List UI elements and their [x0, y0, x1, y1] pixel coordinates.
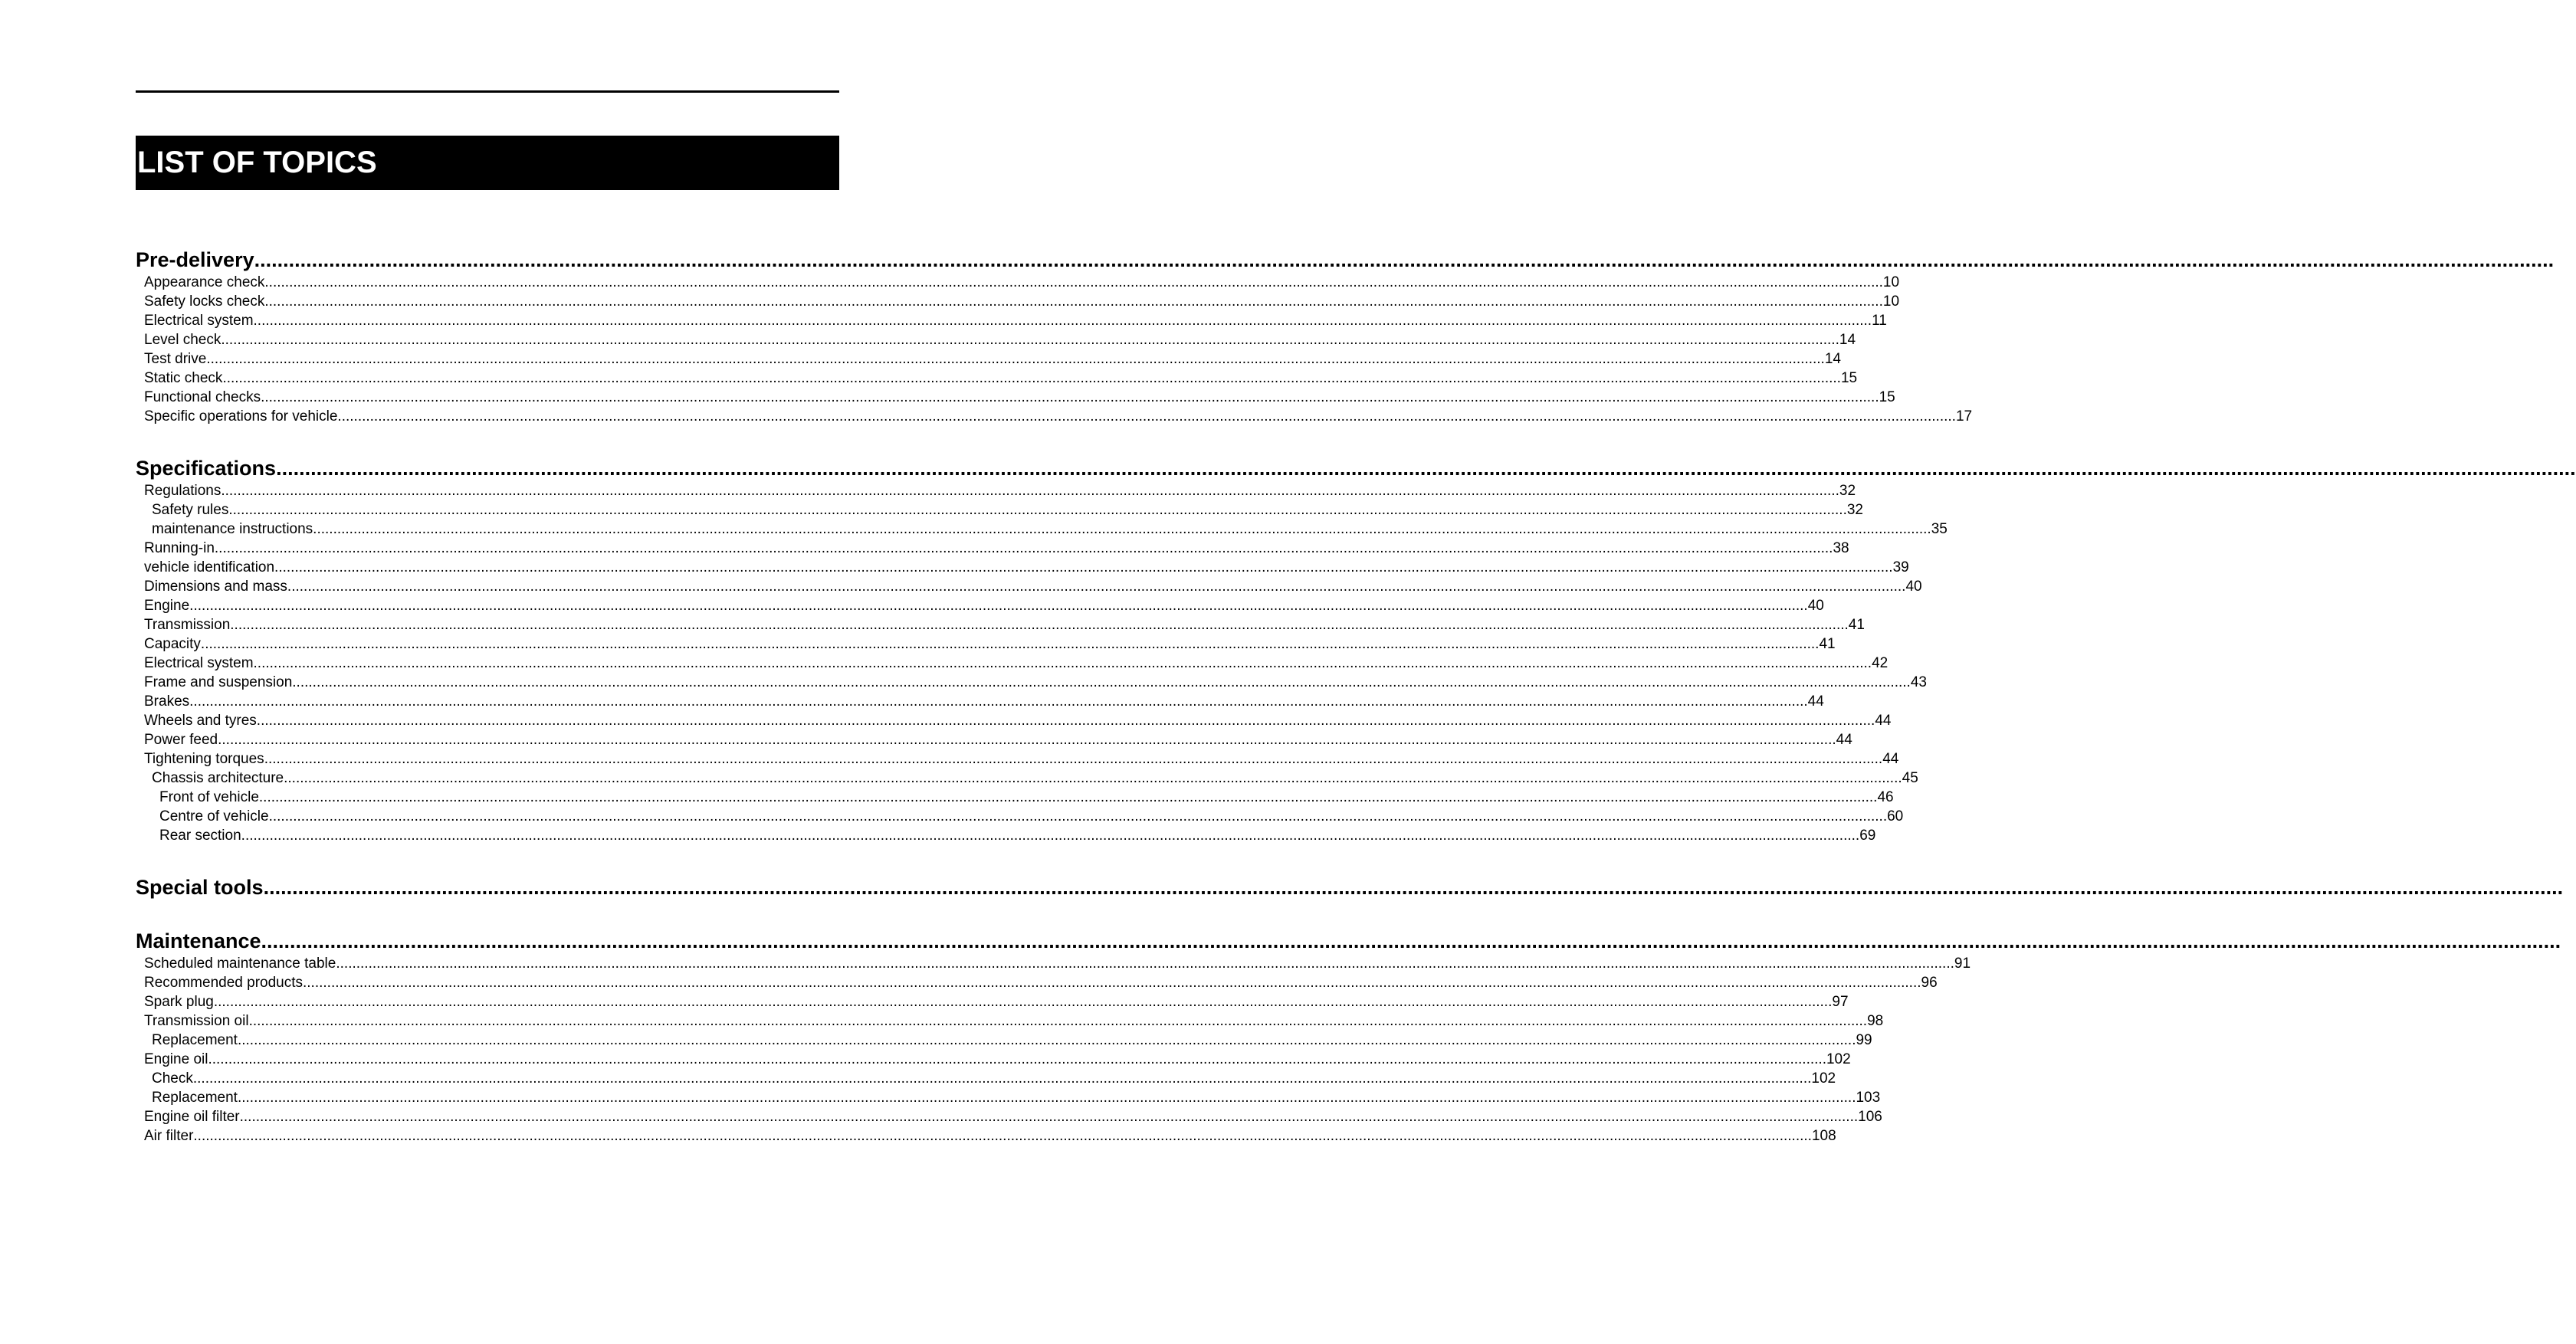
- entry-label: Electrical system: [144, 655, 254, 671]
- dot-leader: ................................................................................................................................................................................................................................................................................................................................................................................................................: [237, 1032, 1856, 1048]
- entry-label: vehicle identification: [144, 559, 275, 575]
- entry-page-number: 44: [1836, 732, 1852, 748]
- toc-entry[interactable]: [136, 973, 1938, 992]
- section-heading-label: Special tools: [136, 876, 264, 899]
- entry-page-number: 15: [1879, 389, 1895, 405]
- entry-label: Check: [152, 1070, 193, 1087]
- entry-label: Safety rules: [152, 502, 229, 518]
- entry-label: Appearance check: [144, 274, 265, 290]
- entry-page-number: 14: [1839, 332, 1856, 348]
- dot-leader: ................................................................................................................................................................................................................................................................................................................................................................................................................: [336, 956, 1954, 972]
- entry-page-number: 96: [1921, 975, 1938, 991]
- dot-leader: ................................................................................................................................................................................................................................................................................................................................................................................................................: [263, 876, 2564, 899]
- dot-leader: ................................................................................................................................................................................................................................................................................................................................................................................................................: [264, 293, 1883, 310]
- entry-label: Brakes: [144, 693, 190, 710]
- dot-leader: ................................................................................................................................................................................................................................................................................................................................................................................................................: [237, 1090, 1856, 1106]
- toc-entry[interactable]: [136, 407, 1973, 426]
- toc-entry[interactable]: [136, 330, 1856, 349]
- toc-entry[interactable]: [136, 730, 1852, 749]
- dot-leader: ................................................................................................................................................................................................................................................................................................................................................................................................................: [258, 789, 1878, 805]
- entry-label: maintenance instructions: [152, 521, 313, 537]
- entry-page-number: 91: [1954, 956, 1971, 972]
- toc-entry[interactable]: [136, 749, 1899, 769]
- toc-entry[interactable]: [136, 615, 1865, 634]
- dot-leader: ................................................................................................................................................................................................................................................................................................................................................................................................................: [253, 313, 1872, 329]
- entry-label: Power feed: [144, 732, 218, 748]
- toc-section: [136, 874, 2564, 900]
- entry-page-number: 102: [1826, 1051, 1851, 1067]
- dot-leader: ................................................................................................................................................................................................................................................................................................................................................................................................................: [221, 332, 1839, 348]
- entry-label: Air filter: [144, 1128, 194, 1144]
- toc-entry[interactable]: [136, 769, 1918, 788]
- entry-page-number: 98: [1867, 1013, 1884, 1029]
- entry-label: Functional checks: [144, 389, 261, 405]
- section-heading-label: Maintenance: [136, 929, 261, 952]
- section-heading[interactable]: [136, 928, 2561, 954]
- dot-leader: ................................................................................................................................................................................................................................................................................................................................................................................................................: [218, 732, 1836, 748]
- toc-entry[interactable]: [136, 388, 1895, 407]
- entry-label: Spark plug: [144, 994, 214, 1010]
- entry-label: Test drive: [144, 351, 207, 367]
- dot-leader: ................................................................................................................................................................................................................................................................................................................................................................................................................: [253, 655, 1872, 671]
- entry-label: Regulations: [144, 483, 222, 499]
- entry-label: Centre of vehicle: [159, 808, 269, 824]
- toc-entry[interactable]: [136, 826, 1876, 845]
- entry-label: Transmission oil: [144, 1013, 249, 1029]
- entry-page-number: 46: [1877, 789, 1894, 805]
- toc-entry[interactable]: [136, 711, 1892, 730]
- entry-label: Engine oil: [144, 1051, 208, 1067]
- toc-section: [136, 928, 2561, 1146]
- toc-entry[interactable]: [136, 1069, 1836, 1088]
- toc-entry[interactable]: [136, 1126, 1836, 1146]
- toc-entry[interactable]: [136, 539, 1849, 558]
- entry-page-number: 38: [1833, 540, 1849, 556]
- entry-label: Replacement: [152, 1090, 238, 1106]
- entry-label: Running-in: [144, 540, 215, 556]
- toc-entry[interactable]: [136, 634, 1836, 654]
- entry-page-number: 32: [1839, 483, 1856, 499]
- dot-leader: ................................................................................................................................................................................................................................................................................................................................................................................................................: [254, 248, 2555, 271]
- entry-label: Chassis architecture: [152, 770, 284, 786]
- dot-leader: ................................................................................................................................................................................................................................................................................................................................................................................................................: [276, 457, 2576, 480]
- toc-entry[interactable]: [136, 369, 1858, 388]
- toc-entry[interactable]: [136, 692, 1824, 711]
- dot-leader: ................................................................................................................................................................................................................................................................................................................................................................................................................: [264, 751, 1883, 767]
- dot-leader: ................................................................................................................................................................................................................................................................................................................................................................................................................: [313, 521, 1931, 537]
- dot-leader: ................................................................................................................................................................................................................................................................................................................................................................................................................: [230, 617, 1849, 633]
- entry-page-number: 41: [1819, 636, 1836, 652]
- toc-entry[interactable]: [136, 673, 1927, 692]
- toc-entry[interactable]: [136, 654, 1889, 673]
- toc-entry[interactable]: [136, 1031, 1872, 1050]
- toc-entry[interactable]: [136, 273, 1900, 292]
- toc-entry[interactable]: [136, 1107, 1882, 1126]
- entry-page-number: 99: [1856, 1032, 1872, 1048]
- entry-page-number: 10: [1882, 293, 1900, 310]
- entry-page-number: 42: [1872, 655, 1889, 671]
- entry-page-number: 69: [1859, 828, 1876, 844]
- entry-page-number: 43: [1910, 674, 1927, 690]
- entry-page-number: 44: [1875, 713, 1892, 729]
- entry-page-number: 44: [1807, 693, 1824, 710]
- dot-leader: ................................................................................................................................................................................................................................................................................................................................................................................................................: [241, 828, 1860, 844]
- entry-page-number: 39: [1892, 559, 1909, 575]
- entry-page-number: 97: [1832, 994, 1849, 1010]
- entry-page-number: 40: [1807, 598, 1824, 614]
- entry-label: Rear section: [159, 828, 241, 844]
- entry-label: Scheduled maintenance table: [144, 956, 336, 972]
- dot-leader: ................................................................................................................................................................................................................................................................................................................................................................................................................: [261, 389, 1879, 405]
- entry-label: Safety locks check: [144, 293, 265, 310]
- entry-page-number: 45: [1902, 770, 1918, 786]
- dot-leader: ................................................................................................................................................................................................................................................................................................................................................................................................................: [292, 674, 1911, 690]
- dot-leader: ................................................................................................................................................................................................................................................................................................................................................................................................................: [337, 408, 1956, 425]
- entry-label: Level check: [144, 332, 222, 348]
- section-heading-label: Pre-delivery: [136, 248, 254, 271]
- entry-page-number: 10: [1882, 274, 1900, 290]
- dot-leader: ................................................................................................................................................................................................................................................................................................................................................................................................................: [200, 636, 1820, 652]
- dot-leader: ................................................................................................................................................................................................................................................................................................................................................................................................................: [206, 351, 1825, 367]
- entry-label: Transmission: [144, 617, 231, 633]
- dot-leader: ................................................................................................................................................................................................................................................................................................................................................................................................................: [189, 598, 1808, 614]
- toc-entry[interactable]: [136, 577, 1922, 596]
- entry-label: Frame and suspension: [144, 674, 293, 690]
- entry-page-number: 14: [1824, 351, 1841, 367]
- entry-page-number: 60: [1887, 808, 1904, 824]
- toc-entry[interactable]: [136, 1088, 1881, 1107]
- entry-label: Recommended products: [144, 975, 303, 991]
- dot-leader: ................................................................................................................................................................................................................................................................................................................................................................................................................: [303, 975, 1921, 991]
- entry-label: Static check: [144, 370, 223, 386]
- dot-leader: ................................................................................................................................................................................................................................................................................................................................................................................................................: [284, 770, 1902, 786]
- toc-entry[interactable]: [136, 349, 1841, 369]
- toc-section: [136, 247, 2555, 426]
- dot-leader: ................................................................................................................................................................................................................................................................................................................................................................................................................: [221, 483, 1839, 499]
- dot-leader: ................................................................................................................................................................................................................................................................................................................................................................................................................: [192, 1070, 1812, 1087]
- dot-leader: ................................................................................................................................................................................................................................................................................................................................................................................................................: [248, 1013, 1868, 1029]
- dot-leader: ................................................................................................................................................................................................................................................................................................................................................................................................................: [287, 579, 1906, 595]
- dot-leader: ................................................................................................................................................................................................................................................................................................................................................................................................................: [268, 808, 1888, 824]
- toc-entry[interactable]: [136, 311, 1887, 330]
- toc-entry[interactable]: [136, 500, 1863, 520]
- entry-page-number: 15: [1840, 370, 1858, 386]
- entry-page-number: 106: [1858, 1109, 1882, 1125]
- dot-leader: ................................................................................................................................................................................................................................................................................................................................................................................................................: [228, 502, 1847, 518]
- section-heading[interactable]: [136, 247, 2555, 273]
- dot-leader: ................................................................................................................................................................................................................................................................................................................................................................................................................: [208, 1051, 1826, 1067]
- toc-section: [136, 455, 2576, 845]
- entry-label: Front of vehicle: [159, 789, 259, 805]
- entry-page-number: 44: [1882, 751, 1899, 767]
- section-heading-label: Specifications: [136, 457, 277, 480]
- entry-label: Specific operations for vehicle: [144, 408, 338, 425]
- page-title: LIST OF TOPICS: [137, 146, 377, 179]
- entry-page-number: 108: [1811, 1128, 1836, 1144]
- toc-entry[interactable]: [136, 596, 1824, 615]
- dot-leader: ................................................................................................................................................................................................................................................................................................................................................................................................................: [274, 559, 1893, 575]
- toc-entry[interactable]: [136, 788, 1894, 807]
- entry-page-number: 35: [1931, 521, 1948, 537]
- dot-leader: ................................................................................................................................................................................................................................................................................................................................................................................................................: [213, 994, 1833, 1010]
- entry-label: Engine oil filter: [144, 1109, 240, 1125]
- dot-leader: ................................................................................................................................................................................................................................................................................................................................................................................................................: [261, 929, 2561, 952]
- dot-leader: ................................................................................................................................................................................................................................................................................................................................................................................................................: [193, 1128, 1812, 1144]
- toc-entry[interactable]: [136, 1011, 1884, 1031]
- entry-label: Tightening torques: [144, 751, 264, 767]
- entry-page-number: 32: [1846, 502, 1863, 518]
- dot-leader: ................................................................................................................................................................................................................................................................................................................................................................................................................: [256, 713, 1875, 729]
- entry-label: Dimensions and mass: [144, 579, 287, 595]
- dot-leader: ................................................................................................................................................................................................................................................................................................................................................................................................................: [239, 1109, 1859, 1125]
- title-bar: [136, 136, 839, 190]
- toc-entry[interactable]: [136, 292, 1900, 311]
- entry-page-number: 11: [1872, 313, 1887, 329]
- section-heading[interactable]: [136, 455, 2576, 481]
- entry-label: Engine: [144, 598, 190, 614]
- entry-page-number: 103: [1856, 1090, 1881, 1106]
- toc-entry[interactable]: [136, 992, 1849, 1011]
- toc-entry[interactable]: [136, 481, 1856, 500]
- dot-leader: ................................................................................................................................................................................................................................................................................................................................................................................................................: [189, 693, 1808, 710]
- entry-page-number: 102: [1811, 1070, 1836, 1087]
- toc-entry[interactable]: [136, 807, 1904, 826]
- toc-entry[interactable]: [136, 1050, 1851, 1069]
- dot-leader: ................................................................................................................................................................................................................................................................................................................................................................................................................: [264, 274, 1883, 290]
- toc-entry[interactable]: [136, 520, 1948, 539]
- table-of-contents: [136, 247, 2576, 1175]
- toc-entry[interactable]: [136, 558, 1909, 577]
- dot-leader: ................................................................................................................................................................................................................................................................................................................................................................................................................: [222, 370, 1841, 386]
- toc-entry[interactable]: [136, 954, 1971, 973]
- top-rule: [136, 90, 839, 93]
- entry-label: Replacement: [152, 1032, 238, 1048]
- entry-page-number: 17: [1955, 408, 1973, 425]
- entry-label: Wheels and tyres: [144, 713, 257, 729]
- entry-label: Electrical system: [144, 313, 254, 329]
- entry-page-number: 41: [1848, 617, 1865, 633]
- section-heading[interactable]: [136, 874, 2564, 900]
- entry-page-number: 40: [1905, 579, 1922, 595]
- entry-label: Capacity: [144, 636, 201, 652]
- dot-leader: ................................................................................................................................................................................................................................................................................................................................................................................................................: [214, 540, 1833, 556]
